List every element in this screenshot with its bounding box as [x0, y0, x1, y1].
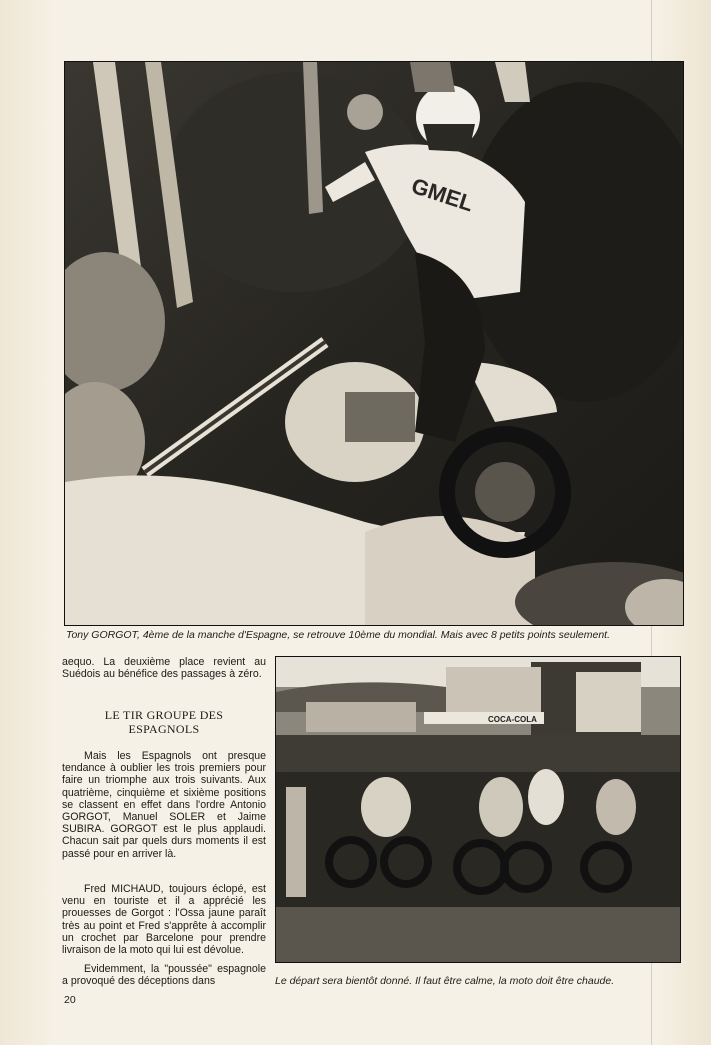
paragraph-text-3: Evidemment, la "poussée" espagnole a provoqué des déceptions dans: [62, 963, 266, 988]
section-heading-line2: ESPAGNOLS: [128, 722, 200, 736]
body-paragraph-2: [62, 883, 266, 956]
photo-start-line: [275, 656, 681, 963]
paragraph-text-1: Mais les Espagnols ont presque tendance à oublier les trois premiers pour faire un triomphe aux trois suivants. Aux quatrième, cinquième et sixième positions se classent en effet dans l'ordre Antonio GORGOT, Manuel SOLER et Jaime SUBIRA. GORGOT est le plus applaudi. Chacun sait par quels durs moments il est passé pour en arriver là.: [62, 750, 266, 860]
photo-caption-top: Tony GORGOT, 4ème de la manche d'Espagne, se retrouve 10ème du mondial. Mais avec 8 petits points seulement.: [66, 629, 611, 641]
bib-text: GMEL: [408, 172, 477, 217]
page-number: 20: [64, 994, 76, 1006]
photo-trial-rider: [64, 61, 684, 626]
body-paragraph-1: [62, 750, 266, 860]
body-paragraph-3: [62, 963, 266, 987]
intro-text: aequo. La deuxième place revient au Suédois au bénéfice des passages à zéro.: [62, 656, 266, 681]
paragraph-text-2: Fred MICHAUD, toujours éclopé, est venu en touriste et il a apprécié les prouesses de Gorgot : l'Ossa jaune paraît très au point et Fred s'apprête à accomplir un crochet par Barcelone pour prendre livraison de la moto qui lui est dévolue.: [62, 883, 266, 957]
intro-paragraph: [62, 656, 266, 680]
section-heading: [62, 708, 266, 736]
banner-text: COCA-COLA: [488, 715, 537, 724]
section-heading-line1: LE TIR GROUPE DES: [104, 708, 224, 722]
photo-caption-bottom: Le départ sera bientôt donné. Il faut être calme, la moto doit être chaude.: [275, 975, 615, 987]
